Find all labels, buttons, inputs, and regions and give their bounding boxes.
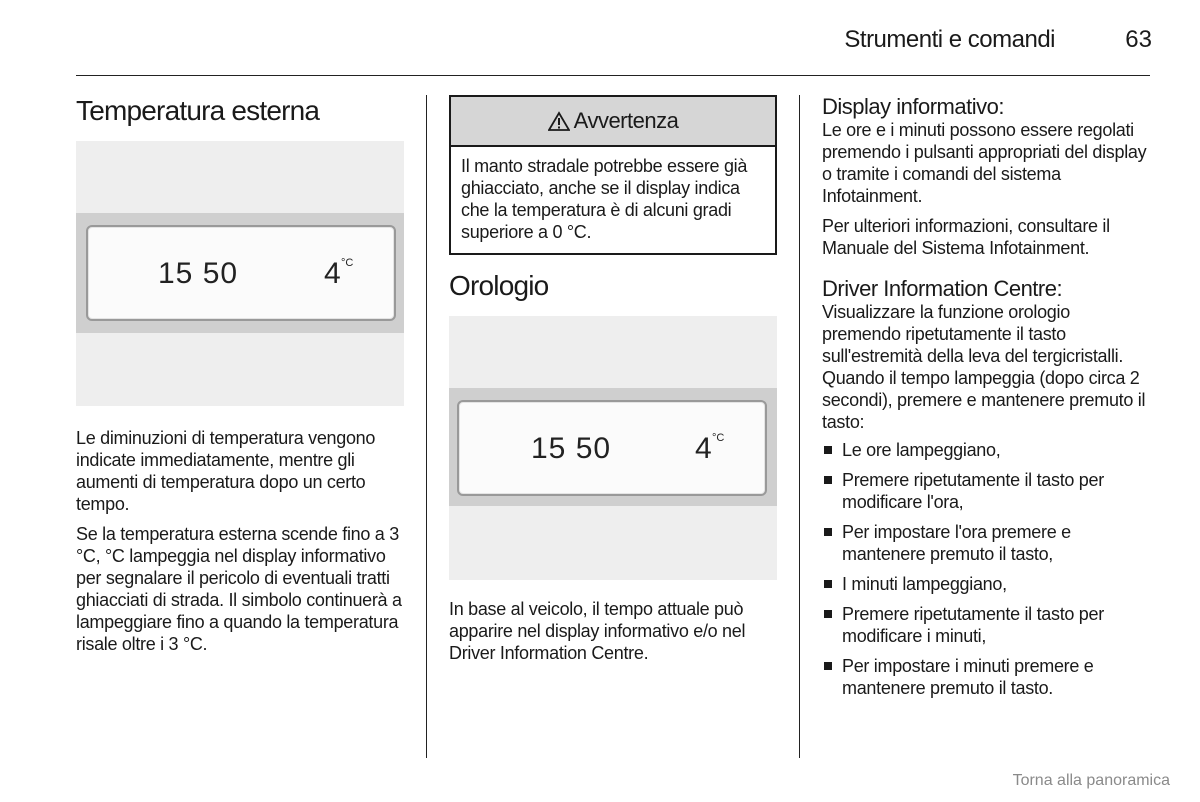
list-item: Premere ripetutamente il tasto per modificare i minuti, (822, 603, 1152, 647)
header-title: Strumenti e comandi (844, 26, 1055, 53)
list-item: I minuti lampeggiano, (822, 573, 1152, 595)
display-time: 15 50 (531, 432, 612, 465)
warning-triangle-icon (548, 111, 570, 131)
display-temperature: 4 (324, 257, 341, 290)
paragraph: Per ulteriori informazioni, consultare il Manuale del Sistema Infotainment. (822, 216, 1110, 258)
list-item: Per impostare l'ora premere e mantenere premuto il tasto, (822, 521, 1152, 565)
display-temperature-unit: °C (341, 257, 354, 269)
display-temperature: 4 (695, 432, 712, 465)
list-item: Premere ripetutamente il tasto per modificare l'ora, (822, 469, 1152, 513)
list-item: Le ore lampeggiano, (822, 439, 1152, 461)
warning-text: Il manto stradale potrebbe essere già ghiacciato, anche se il display indica che la temperatura è di alcuni gradi superiore a 0 °C. (461, 156, 748, 242)
column-divider-right (799, 95, 800, 758)
section-title: Temperatura esterna (76, 95, 320, 126)
paragraph: Visualizzare la funzione orologio premendo ripetutamente il tasto sull'estremità della leva del tergicristalli. Quando il tempo lampeggia (dopo circa 2 secondi), premere e mantenere premuto il tasto: (822, 302, 1146, 432)
warning-box (449, 95, 777, 255)
lcd-panel (86, 225, 396, 321)
display-illustration (76, 141, 404, 406)
paragraph: Le ore e i minuti possono essere regolati premendo i pulsanti appropriati del display o tramite i comandi del sistema Infotainment. (822, 120, 1147, 206)
lcd-panel (457, 400, 767, 496)
header-rule (76, 75, 1150, 76)
paragraph: Se la temperatura esterna scende fino a 3 °C, °C lampeggia nel display informativo per segnalare il pericolo di eventuali tratti ghiacciati di strada. Il simbolo continuerà a lampeggiare fino a quando la temperatura risale oltre i 3 °C. (76, 524, 402, 654)
display-time: 15 50 (158, 257, 239, 290)
warning-title: Avvertenza (573, 108, 679, 133)
display-temperature-unit: °C (712, 432, 725, 444)
subsection-title: Driver Information Centre: (822, 276, 1063, 301)
steps-list (822, 439, 1152, 699)
list-item: Per impostare i minuti premere e mantenere premuto il tasto. (822, 655, 1152, 699)
section-title: Orologio (449, 270, 549, 301)
display-illustration (449, 316, 777, 580)
column-outside-temperature (76, 95, 406, 655)
column-divider-left (426, 95, 427, 758)
back-to-overview-link[interactable]: Torna alla panoramica (1012, 772, 1170, 789)
subsection-title: Display informativo: (822, 94, 1004, 119)
column-clock (449, 95, 777, 664)
paragraph: Le diminuzioni di temperatura vengono indicate immediatamente, mentre gli aumenti di temperatura dopo un certo tempo. (76, 428, 376, 514)
column-clock-settings (822, 95, 1152, 699)
warning-header (451, 97, 775, 147)
paragraph: In base al veicolo, il tempo attuale può apparire nel display informativo e/o nel Driver Information Centre. (449, 599, 746, 663)
page-number: 63 (1125, 26, 1152, 53)
